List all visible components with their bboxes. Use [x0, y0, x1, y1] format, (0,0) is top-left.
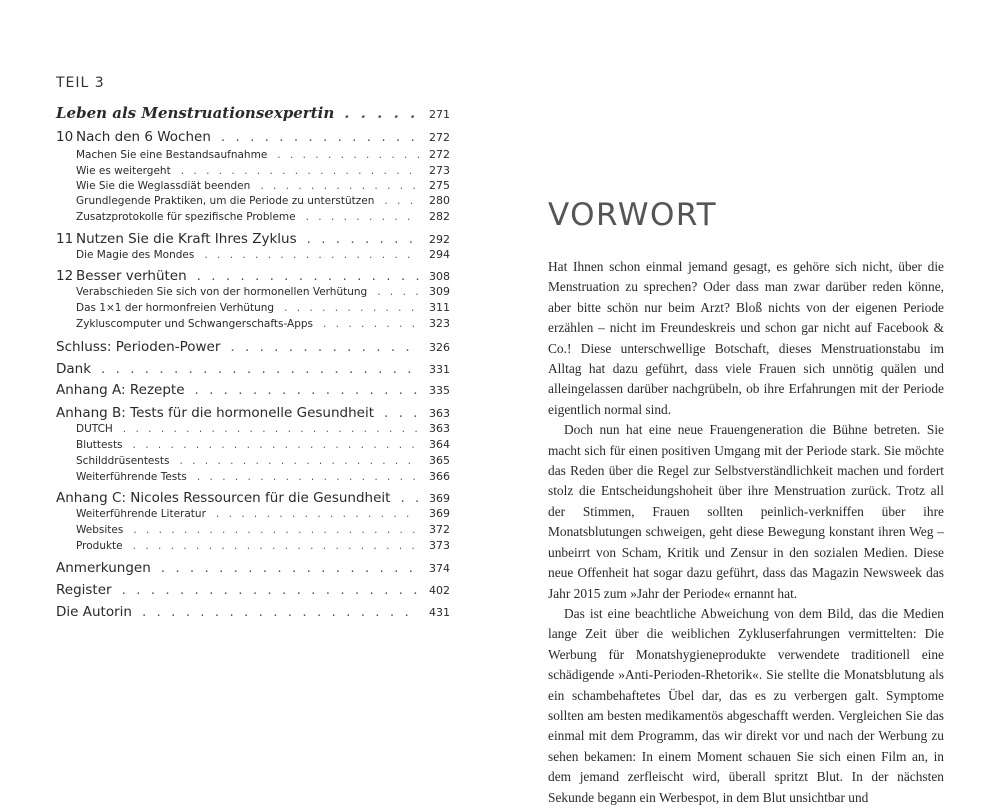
toc-page-number: 402	[429, 584, 450, 597]
toc-entry-title	[56, 268, 187, 284]
leader-dots	[195, 382, 419, 398]
toc-page-number: 326	[429, 341, 450, 354]
toc-entry-text: Weiterführende Tests	[76, 471, 187, 483]
toc-entry-title	[76, 286, 367, 298]
toc-entry-text: DUTCH	[76, 423, 113, 435]
toc-subentry	[56, 301, 450, 314]
toc-page-number: 308	[429, 270, 450, 283]
toc-entry-text: Leben als Menstruationsexpertin	[56, 104, 335, 122]
toc-subentry	[56, 539, 450, 552]
toc-chapter	[56, 129, 450, 145]
toc-page-number: 369	[429, 492, 450, 505]
toc-entry-title	[56, 129, 211, 145]
toc-entry-title	[56, 231, 297, 247]
toc-chapter	[56, 582, 450, 598]
toc-chapter	[56, 560, 450, 576]
toc-entry-text: Register	[56, 582, 112, 598]
toc-entry-title	[56, 382, 185, 398]
toc-subentry	[56, 470, 450, 483]
toc-page-number: 272	[429, 131, 450, 144]
toc-entry-text: Das 1×1 der hormonfreien Verhütung	[76, 302, 275, 314]
leader-dots	[133, 540, 419, 552]
toc-entry-text: Wie es weitergeht	[76, 165, 171, 177]
leader-dots	[384, 405, 419, 421]
toc-subentry	[56, 164, 450, 177]
toc-subentry	[56, 438, 450, 451]
toc-entry-title	[76, 195, 374, 207]
toc-entry-text: Die Autorin	[56, 604, 132, 620]
toc-entry-text: Weiterführende Literatur	[76, 508, 206, 520]
toc-entry-text: Wie Sie die Weglassdiät beenden	[76, 180, 251, 192]
leader-dots	[377, 286, 419, 298]
leader-dots	[323, 318, 419, 330]
toc-entry-title	[76, 524, 123, 536]
toc-entry-text: Dank	[56, 361, 92, 377]
toc-chapter	[56, 405, 450, 421]
toc-entry-text: Nach den 6 Wochen	[76, 129, 211, 145]
toc-entry-title	[76, 439, 123, 451]
paragraph: Das ist eine beachtliche Abweichung von dem Bild, das die Medien lange Zeit über die weiblichen Zykluserfahrungen vermittelten: Die Werbung für Monatshygieneprodukte verwendete traditionell eine schädigende »Anti-Perioden-Rhetorik«. Sie stellte die Monatsblutung als ein schambehaftetes Übel dar, das es zu verbergen galt. Symptome sollten am besten medikamentös abgeschafft werden. Vergleichen Sie das einmal mit dem Programm, das wir direkt vor und nach der Werbung zu sehen bekamen: In einem Moment schauen Sie sich einen Film an, in dem jemand zerfleischt wird, überall spritzt Blut. In der nächsten Sekunde begann ein Werbespot, in dem Blut unsichtbar und	[548, 605, 944, 805]
leader-dots	[179, 455, 419, 467]
toc-entry-text: Schluss: Perioden-Power	[56, 339, 221, 355]
toc-entry-text: Grundlegende Praktiken, um die Periode zu unterstützen	[76, 195, 375, 207]
chapter-number: 11	[56, 231, 74, 247]
toc-entry-text: Anmerkungen	[56, 560, 151, 576]
toc-subentry	[56, 210, 450, 223]
leader-dots	[344, 104, 419, 122]
toc-entry-title	[76, 149, 267, 161]
leader-dots	[181, 165, 419, 177]
toc-chapter	[56, 339, 450, 355]
toc-entry-title	[76, 508, 206, 520]
toc-subentry	[56, 523, 450, 536]
toc-page-number: 372	[429, 523, 450, 536]
foreword-text	[548, 257, 944, 808]
leader-dots	[306, 211, 419, 223]
toc-entry-text: Websites	[76, 524, 124, 536]
leader-dots	[123, 423, 419, 435]
toc-entry-title	[56, 339, 220, 355]
toc-subentry	[56, 507, 450, 520]
part-label: TEIL 3	[56, 75, 105, 91]
toc-chapter	[56, 604, 450, 620]
toc-entry-title	[56, 490, 390, 506]
paragraph: Hat Ihnen schon einmal jemand gesagt, es gehöre sich nicht, über die Menstruation zu sprechen? Oder dass man zwar darüber reden könne, aber bitte schön nur beim Arzt? Bloß nichts von der eigenen Periode erzählen – nicht im Freundeskreis und schon gar nicht auf Facebook & Co.! Diese unterschwellige Botschaft, dieses Menstruationstabu im Alltag hat dazu geführt, dass viele Frauen sich unnötig quälen und alleingelassen darüber nachgrübeln, ob ihre Erfahrungen mit der Periode eigentlich normal sind.	[548, 259, 944, 417]
toc-page-number: 272	[429, 148, 450, 161]
toc-page-number: 282	[429, 210, 450, 223]
toc-entry-text: Machen Sie eine Bestandsaufnahme	[76, 149, 268, 161]
toc-entry-text: Schilddrüsentests	[76, 455, 170, 467]
toc-page-number: 369	[429, 507, 450, 520]
leader-dots	[260, 180, 419, 192]
toc-chapter	[56, 268, 450, 284]
toc-entry-title	[76, 249, 194, 261]
toc-subentry	[56, 317, 450, 330]
paragraph: Doch nun hat eine neue Frauengeneration die Bühne betreten. Sie macht sich für einen positiven Umgang mit der Periode stark. Sie möchte das Reden über die Regel zur Selbstverständlichkeit machen und fordert stolz die Entscheidungshoheit über ihre Menstruation zurück. Trotz all der Stimmen, Frauen sollten peinlich-verkniffen über ihre Monatsblutungen schweigen, geht diese Bewegung konstant ihren Weg – unbeirrt von Scham, Kritik und Zensur in den sozialen Medien. Diese neue Offenheit hat sogar dazu geführt, dass das Magazin Newsweek das Jahr 2015 zum »Jahr der Periode« ernannt hat.	[548, 422, 944, 601]
toc-chapter	[56, 231, 450, 247]
leader-dots	[284, 302, 419, 314]
leader-dots	[277, 149, 419, 161]
toc-page-number: 309	[429, 285, 450, 298]
toc-page-number: 323	[429, 317, 450, 330]
toc-subentry	[56, 248, 450, 261]
leader-dots	[161, 560, 419, 576]
toc-page-number: 363	[429, 422, 450, 435]
toc-page-number: 292	[429, 233, 450, 246]
leader-dots	[384, 195, 419, 207]
toc-entry-title	[76, 165, 171, 177]
toc-entry-text: Zykluscomputer und Schwangerschafts-Apps	[76, 318, 314, 330]
toc-entry-title	[76, 455, 169, 467]
toc-entry-title	[76, 318, 313, 330]
leader-dots	[133, 439, 419, 451]
toc-page-number: 275	[429, 179, 450, 192]
toc-entry-title	[76, 540, 123, 552]
toc-page-number: 294	[429, 248, 450, 261]
toc-page-number: 280	[429, 194, 450, 207]
toc-page-number: 273	[429, 164, 450, 177]
toc-part-title	[56, 104, 450, 122]
leader-dots	[221, 129, 419, 145]
toc-entry-title	[76, 302, 274, 314]
toc-subentry	[56, 454, 450, 467]
toc-page-number: 431	[429, 606, 450, 619]
toc-page-number: 373	[429, 539, 450, 552]
toc-subentry	[56, 179, 450, 192]
toc-entry-title	[76, 180, 250, 192]
toc-chapter	[56, 490, 450, 506]
toc-entry-text: Nutzen Sie die Kraft Ihres Zyklus	[76, 231, 297, 247]
leader-dots	[197, 471, 419, 483]
toc-page-number: 271	[429, 108, 450, 121]
toc-page-number: 335	[429, 384, 450, 397]
leader-dots	[101, 361, 419, 377]
toc-entry-text: Die Magie des Mondes	[76, 249, 195, 261]
toc-entry-title	[56, 582, 112, 598]
toc-page-number: 366	[429, 470, 450, 483]
toc-entry-title	[56, 604, 132, 620]
toc-entry-text: Bluttests	[76, 439, 123, 451]
toc-entry-title	[76, 423, 113, 435]
page-title: VORWORT	[548, 196, 718, 233]
leader-dots	[122, 582, 419, 598]
toc-entry-text: Produkte	[76, 540, 123, 552]
toc-entry-title	[56, 560, 151, 576]
toc-chapter	[56, 361, 450, 377]
leader-dots	[307, 231, 419, 247]
toc-chapter	[56, 382, 450, 398]
leader-dots	[216, 508, 419, 520]
chapter-number: 12	[56, 268, 74, 284]
toc-subentry	[56, 194, 450, 207]
toc-subentry	[56, 422, 450, 435]
toc-page-number: 364	[429, 438, 450, 451]
toc-entry-text: Anhang B: Tests für die hormonelle Gesundheit	[56, 405, 375, 421]
toc-page-number: 363	[429, 407, 450, 420]
toc-entry-title	[56, 361, 91, 377]
toc-subentry	[56, 148, 450, 161]
leader-dots	[197, 268, 419, 284]
toc-page-number: 365	[429, 454, 450, 467]
leader-dots	[133, 524, 419, 536]
left-page	[0, 0, 500, 741]
leader-dots	[230, 339, 419, 355]
toc-entry-text: Verabschieden Sie sich von der hormonellen Verhütung	[76, 286, 368, 298]
toc-entry-text: Anhang A: Rezepte	[56, 382, 185, 398]
leader-dots	[400, 490, 419, 506]
leader-dots	[204, 249, 419, 261]
toc-entry-title	[56, 104, 334, 122]
toc-entry-title	[76, 211, 296, 223]
toc-entry-title	[56, 405, 374, 421]
toc-page-number: 331	[429, 363, 450, 376]
toc-page-number: 374	[429, 562, 450, 575]
toc-entry-text: Besser verhüten	[76, 268, 187, 284]
leader-dots	[142, 604, 419, 620]
toc-subentry	[56, 285, 450, 298]
chapter-number: 10	[56, 129, 74, 145]
toc-page-number: 311	[429, 301, 450, 314]
toc-entry-title	[76, 471, 187, 483]
toc-entry-text: Anhang C: Nicoles Ressourcen für die Gesundheit	[56, 490, 391, 506]
toc-entry-text: Zusatzprotokolle für spezifische Probleme	[76, 211, 296, 223]
